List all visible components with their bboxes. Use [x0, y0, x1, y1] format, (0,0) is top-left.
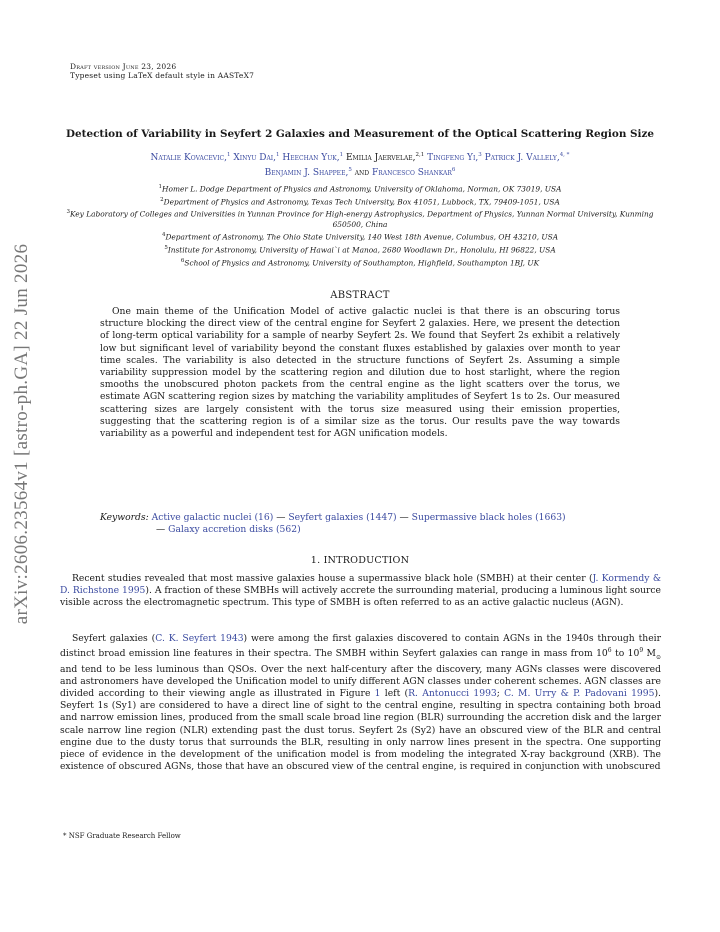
- affiliation: $^1$Homer L. Dodge Department of Physics and Astronomy, University of Oklahoma, Norman, OK 73019, USA: [158, 184, 562, 194]
- affiliations: [52, 182, 668, 268]
- keywords: [100, 512, 620, 536]
- intro-paragraph-1: Recent studies revealed that most massive galaxies house a supermassive black hole (SMBH) at their center (J. Kormendy & D. Richstone 1995). A fraction of these SMBHs will actively accrete the surrounding material, producing a luminous light source visible across the electromagnetic spectrum. This type of SMBH is often referred to as an active galactic nucleus (AGN).: [60, 573, 662, 609]
- keywords-line-2: [100, 524, 620, 536]
- citation-link[interactable]: R. Antonucci 1993: [408, 688, 497, 700]
- author-link[interactable]: Heechan Yuk,$^1$: [282, 152, 344, 163]
- paper-title: Detection of Variability in Seyfert 2 Galaxies and Measurement of the Optical Scattering Region Size: [66, 128, 654, 140]
- citation-link[interactable]: C. K. Seyfert 1943: [155, 633, 244, 644]
- figure-link[interactable]: 1: [374, 688, 381, 700]
- draft-version: Draft version June 23, 2026: [70, 62, 177, 71]
- intro-paragraph-2: Seyfert galaxies (C. K. Seyfert 1943) were among the first galaxies discovered to contain AGNs in the 1940s through their distinct broad emission line features in their spectra. The SMBH within Seyfert galaxies can range in mass from $10^6$ to $10^9$ $M_⊙$ and tend to be less luminous than QSOs. Over the next half-century after the discovery, many AGNs classes were discovered and astronomers have developed the Unification model to unify different AGN classes under coherent schemes. AGN classes are divided according to their viewing angle as illustrated in Figure 1 left (R. Antonucci 1993; C. M. Urry & P. Padovani 1995). Seyfert 1s (Sy1) are considered to have a direct line of sight to the central engine, resulting in spectra containing both broad and narrow emission lines, produced from the small scale broad line region (BLR) surrounding the accretion disk and the larger scale narrow line region (NLR) extending past the dust torus. Seyfert 2s (Sy2) have an obscured view of the BLR and central engine due to the dusty torus that surrounds the BLR, resulting in only narrow lines present in the spectra. One supporting piece of evidence in the development of the unification model is from modeling the integrated X-ray background (XRB). The existence of obscured AGNs, those that have an obscured view of the central engine, is required in conjunction with unobscured: [60, 633, 661, 772]
- authors-and: and: [354, 168, 370, 178]
- affiliation: $^4$Department of Astronomy, The Ohio State University, 140 West 18th Avenue, Columbus, OH 43210, USA: [161, 232, 559, 242]
- keyword-link[interactable]: Galaxy accretion disks (562): [168, 524, 301, 536]
- keyword-separator: —: [276, 512, 286, 523]
- citation-link[interactable]: J. Kormendy & D. Richstone 1995: [60, 573, 662, 597]
- footnote: * NSF Graduate Research Fellow: [63, 832, 181, 840]
- author-link[interactable]: Benjamin J. Shappee,$^5$: [264, 167, 352, 178]
- typeset-line: Typeset using LaTeX default style in AASTeX7: [70, 71, 255, 80]
- citation-link[interactable]: C. M. Urry & P. Padovani 1995: [504, 688, 655, 700]
- keyword-separator: —: [399, 512, 409, 523]
- author-link[interactable]: Xinyu Dai,$^1$: [233, 152, 280, 163]
- arxiv-stamp: arXiv:2606.23564v1 [astro-ph.GA] 22 Jun 2026: [11, 243, 32, 625]
- draft-header: [70, 62, 254, 80]
- keyword-link[interactable]: Supermassive black holes (1663): [411, 512, 566, 523]
- keywords-label: Keywords:: [100, 512, 149, 523]
- author-list: [70, 149, 650, 179]
- section-heading: 1. INTRODUCTION: [310, 555, 410, 566]
- author-link[interactable]: Patrick J. Vallely,$^{4, *}$: [484, 152, 570, 163]
- affiliation: $^3$Key Laboratory of Colleges and Universities in Yunnan Province for High-energy Astrophysics, Department of Physics, Yunnan Normal University, Kunming 650500, China: [66, 209, 654, 230]
- author-link[interactable]: Tingfeng Yi,$^3$: [427, 152, 482, 163]
- keyword-link[interactable]: Seyfert galaxies (1447): [288, 512, 397, 523]
- affiliation: $^2$Department of Physics and Astronomy, Texas Tech University, Box 41051, Lubbock, TX, 79409-1051, USA: [160, 196, 560, 207]
- author-link[interactable]: Natalie Kovacevic,$^1$: [150, 152, 231, 163]
- affiliation: $^5$Institute for Astronomy, University of Hawai`i at Manoa, 2680 Woodlawn Dr., Honolulu, HI 96822, USA: [164, 244, 556, 255]
- affiliation: $^6$School of Physics and Astronomy, University of Southampton, Highfield, Southampton 1BJ, UK: [180, 257, 540, 268]
- abstract-text: One main theme of the Unification Model of active galactic nuclei is that there is an obscuring torus structure blocking the direct view of the central engine for Seyfert 2 galaxies. Here, we present the detection of long-term optical variability for a sample of nearby Seyfert 2s. We found that Seyfert 2s exhibit a relatively low but significant level of variability beyond the constant fluxes established by galaxies over month to year time scales. The variability is also detected in the structure functions of Seyfert 2s. Assuming a simple variability suppression model by the scattering region and dilution due to host starlight, where the region smooths the unobscured photon packets from the central engine as the light scatters over the torus, we estimate AGN scattering region sizes by matching the variability amplitudes of Seyfert 1s to 2s. Our measured scattering sizes are largely consistent with the torus size measured using their emission properties, suggesting that the scattering region is of a similar size as the torus. Our results pave the way towards variability as a powerful and independent test for AGN unification models.: [100, 306, 620, 440]
- abstract-heading: ABSTRACT: [330, 290, 390, 301]
- author-link[interactable]: Francesco Shankar$^6$: [371, 167, 456, 178]
- keyword-separator: —: [156, 524, 166, 536]
- author-name: Emilia Jaervelae,$^{2,1}$: [345, 152, 425, 163]
- keyword-link[interactable]: Active galactic nuclei (16): [151, 512, 274, 523]
